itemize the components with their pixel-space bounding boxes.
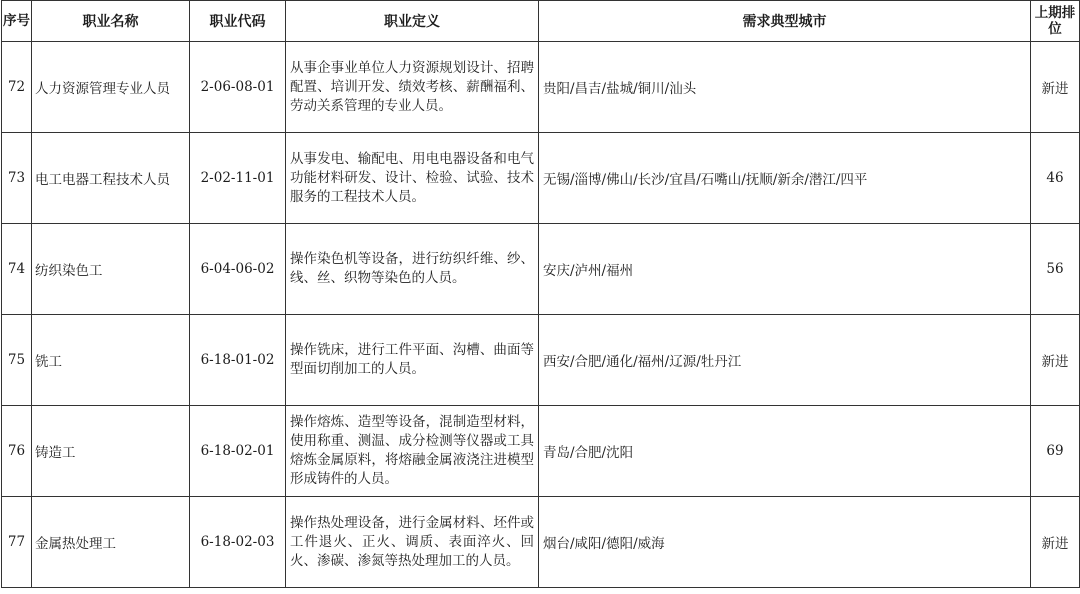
row-code: 6-18-02-03 bbox=[190, 497, 286, 588]
row-cities: 青岛/合肥/沈阳 bbox=[539, 406, 1031, 497]
header-name: 职业名称 bbox=[32, 1, 190, 42]
row-no: 76 bbox=[2, 406, 32, 497]
row-code: 6-04-06-02 bbox=[190, 224, 286, 315]
header-prev-rank: 上期排位 bbox=[1031, 1, 1080, 42]
header-cities: 需求典型城市 bbox=[539, 1, 1031, 42]
row-definition: 操作染色机等设备，进行纺织纤维、纱、线、丝、织物等染色的人员。 bbox=[286, 224, 539, 315]
row-prev-rank: 46 bbox=[1031, 133, 1080, 224]
row-cities: 无锡/淄博/佛山/长沙/宜昌/石嘴山/抚顺/新余/潜江/四平 bbox=[539, 133, 1031, 224]
occupation-table bbox=[1, 0, 1080, 588]
row-prev-rank: 新进 bbox=[1031, 42, 1080, 133]
row-cities: 烟台/咸阳/德阳/威海 bbox=[539, 497, 1031, 588]
row-cities: 西安/合肥/通化/福州/辽源/牡丹江 bbox=[539, 315, 1031, 406]
row-cities: 安庆/泸州/福州 bbox=[539, 224, 1031, 315]
table-row bbox=[2, 497, 1080, 588]
row-definition: 操作熔炼、造型等设备，混制造型材料，使用称重、测温、成分检测等仪器或工具熔炼金属原料，将熔融金属液浇注进模型形成铸件的人员。 bbox=[286, 406, 539, 497]
row-name: 电工电器工程技术人员 bbox=[32, 133, 190, 224]
row-code: 6-18-01-02 bbox=[190, 315, 286, 406]
header-definition: 职业定义 bbox=[286, 1, 539, 42]
row-name: 人力资源管理专业人员 bbox=[32, 42, 190, 133]
table-row bbox=[2, 406, 1080, 497]
row-no: 73 bbox=[2, 133, 32, 224]
row-name: 金属热处理工 bbox=[32, 497, 190, 588]
row-prev-rank: 69 bbox=[1031, 406, 1080, 497]
row-no: 75 bbox=[2, 315, 32, 406]
row-prev-rank: 新进 bbox=[1031, 315, 1080, 406]
table-row bbox=[2, 315, 1080, 406]
row-code: 2-06-08-01 bbox=[190, 42, 286, 133]
row-name: 铸造工 bbox=[32, 406, 190, 497]
row-prev-rank: 56 bbox=[1031, 224, 1080, 315]
table-header bbox=[2, 1, 1080, 42]
row-definition: 操作铣床，进行工件平面、沟槽、曲面等型面切削加工的人员。 bbox=[286, 315, 539, 406]
row-prev-rank: 新进 bbox=[1031, 497, 1080, 588]
table-row bbox=[2, 224, 1080, 315]
row-no: 77 bbox=[2, 497, 32, 588]
table-body bbox=[2, 42, 1080, 588]
table-row bbox=[2, 133, 1080, 224]
row-no: 72 bbox=[2, 42, 32, 133]
row-definition: 操作热处理设备，进行金属材料、坯件或工件退火、正火、调质、表面淬火、回火、渗碳、渗氮等热处理加工的人员。 bbox=[286, 497, 539, 588]
row-no: 74 bbox=[2, 224, 32, 315]
row-name: 铣工 bbox=[32, 315, 190, 406]
row-code: 6-18-02-01 bbox=[190, 406, 286, 497]
table-row bbox=[2, 42, 1080, 133]
row-code: 2-02-11-01 bbox=[190, 133, 286, 224]
row-definition: 从事发电、输配电、用电电器设备和电气功能材料研发、设计、检验、试验、技术服务的工程技术人员。 bbox=[286, 133, 539, 224]
row-name: 纺织染色工 bbox=[32, 224, 190, 315]
row-cities: 贵阳/昌吉/盐城/铜川/汕头 bbox=[539, 42, 1031, 133]
header-row bbox=[2, 1, 1080, 42]
header-no: 序号 bbox=[2, 1, 32, 42]
row-definition: 从事企事业单位人力资源规划设计、招聘配置、培训开发、绩效考核、薪酬福利、劳动关系管理的专业人员。 bbox=[286, 42, 539, 133]
header-code: 职业代码 bbox=[190, 1, 286, 42]
